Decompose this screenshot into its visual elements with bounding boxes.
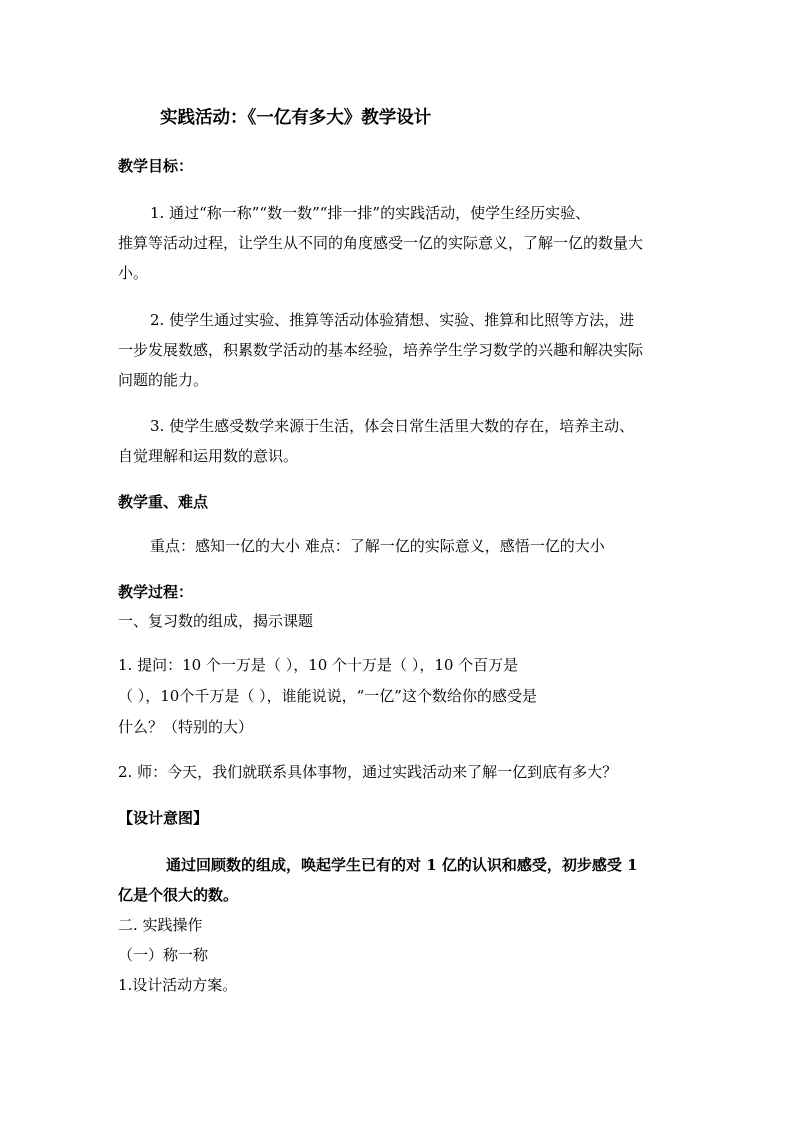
item-1-line-2: （ ），10个千万是（ ），谁能说说，“一亿”这个数给你的感受是	[118, 687, 537, 705]
document-title: 实践活动：《一亿有多大》教学设计	[160, 108, 432, 128]
design-intent-line-2: 亿是个很大的数。	[118, 886, 239, 904]
goal-1-line-2: 推算等活动过程，让学生从不同的角度感受一亿的实际意义，了解一亿的数量大	[118, 234, 644, 252]
item-2: 2. 师：今天，我们就联系具体事物，通过实践活动来了解一亿到底有多大？	[118, 763, 618, 781]
goal-2-line-1: 2. 使学生通过实验、推算等活动体验猜想、实验、推算和比照等方法，进	[150, 311, 635, 329]
design-intent-heading: 【设计意图】	[118, 809, 209, 827]
goal-2-line-3: 问题的能力。	[118, 371, 209, 389]
section-2-title: 二. 实践操作	[118, 916, 203, 934]
key-points-heading: 教学重、难点	[118, 493, 209, 511]
section-1-title: 一、复习数的组成，揭示课题	[118, 612, 314, 630]
process-heading: 教学过程：	[118, 583, 194, 601]
goal-1-line-1: 1. 通过“称一称”“数一数”“排一排”的实践活动，使学生经历实验、	[150, 204, 591, 222]
design-intent-line-1: 通过回顾数的组成，唤起学生已有的对 1 亿的认识和感受，初步感受 1	[166, 856, 638, 874]
goals-heading: 教学目标：	[118, 157, 194, 175]
item-1-line-3: 什么？（特别的大）	[118, 718, 254, 736]
key-points-text: 重点：感知一亿的大小 难点：了解一亿的实际意义，感悟一亿的大小	[150, 537, 605, 555]
item-1-line-1: 1. 提问：10 个一万是（ ），10 个十万是（ ），10 个百万是	[118, 656, 519, 674]
subsection-title: （一）称一称	[118, 946, 209, 964]
step-1-text: 1.设计活动方案。	[118, 976, 238, 994]
goal-3-line-2: 自觉理解和运用数的意识。	[118, 447, 299, 465]
goal-2-line-2: 一步发展数感，积累数学活动的基本经验，培养学生学习数学的兴趣和解决实际	[118, 341, 644, 359]
goal-3-line-1: 3. 使学生感受数学来源于生活，体会日常生活里大数的存在，培养主动、	[150, 417, 635, 435]
goal-1-line-3: 小。	[118, 264, 149, 282]
